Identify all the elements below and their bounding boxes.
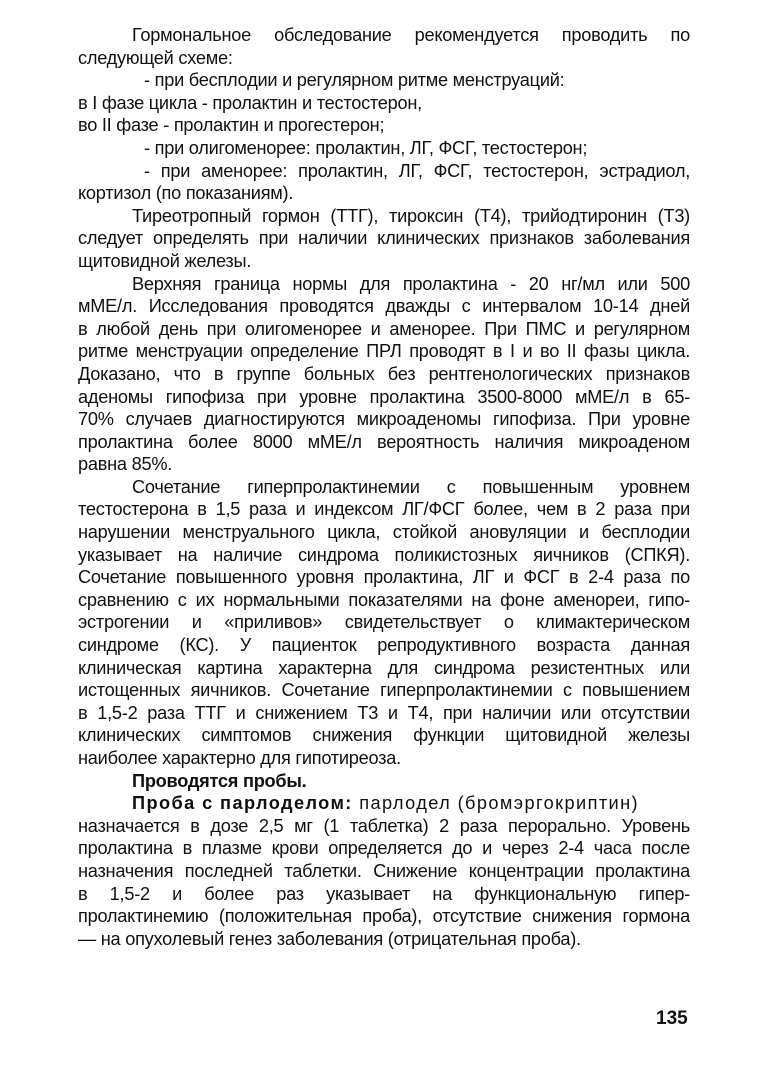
page-number: 135	[656, 1008, 688, 1029]
text-line: в любой день при олигоменорее и аменорее. При ПМС и регулярном	[78, 318, 690, 339]
text-line: мМЕ/л. Исследования проводятся дважды с интервалом 10-14 дней	[78, 296, 690, 317]
text-line: — на опухолевый генез заболевания (отрицательная проба).	[78, 928, 581, 949]
text-line: - при бесплодии и регулярном ритме менструаций:	[144, 70, 565, 91]
text-line: эстрогении и «приливов» свидетельствует о климактерическом	[78, 612, 690, 633]
text-line: пролактина в плазме крови определяется до и через 2-4 часа после	[78, 838, 690, 859]
text-line: указывает на наличие синдрома поликистозных яичников (СПКЯ).	[78, 544, 690, 565]
text-line: нарушении менструального цикла, стойкой ановуляции и бесплодии	[78, 522, 690, 543]
text-line: тестостерона в 1,5 раза и индексом ЛГ/ФСГ более, чем в 2 раза при	[78, 499, 690, 520]
text-line: Тиреотропный гормон (ТТГ), тироксин (Т4), трийодтиронин (Т3)	[132, 205, 690, 226]
text-line: в I фазе цикла - пролактин и тестостерон,	[78, 92, 422, 113]
text-line: клиническая картина характерна для синдрома резистентных или	[78, 657, 690, 678]
text-line: сравнению с их нормальными показателями на фоне аменореи, гипо-	[78, 589, 690, 610]
text-line: Гормональное обследование рекомендуется проводить по	[132, 25, 690, 45]
text-line: 70% случаев диагностируются микроаденомы гипофиза. При уровне	[78, 409, 690, 430]
text-line: щитовидной железы.	[78, 250, 252, 271]
text-line: - при олигоменорее: пролактин, ЛГ, ФСГ, тестостерон;	[144, 137, 588, 158]
text-line: назначения последней таблетки. Снижение концентрации пролактина	[78, 860, 690, 881]
text-line: равна 85%.	[78, 454, 173, 475]
test-description: парлодел (бромэргокриптин)	[352, 793, 640, 814]
text-line: ритме менструации определение ПРЛ проводят в I и во II фазы цикла.	[78, 341, 690, 362]
section-heading: Проводятся пробы.	[132, 770, 307, 791]
document-page	[78, 24, 690, 950]
text-line: аденомы гипофиза при уровне пролактина 3500-8000 мМЕ/л в 65-	[78, 386, 690, 407]
test-name: Проба с парлоделом:	[132, 793, 353, 814]
text-line: - при аменорее: пролактин, ЛГ, ФСГ, тестостерон, эстрадиол,	[144, 160, 690, 181]
text-line	[78, 792, 690, 815]
text-line: пролактина более 8000 мМЕ/л вероятность наличия микроаденом	[78, 431, 690, 452]
text-line: кортизол (по показаниям).	[78, 183, 294, 204]
text-line: синдроме (КС). У пациенток репродуктивного возраста данная	[78, 635, 690, 656]
text-line: клинических симптомов снижения функции щитовидной железы	[78, 725, 690, 746]
text-line: наиболее характерно для гипотиреоза.	[78, 748, 401, 768]
text-line: пролактинемию (положительная проба), отсутствие снижения гормона	[78, 906, 690, 927]
text-line: во II фазе - пролактин и прогестерон;	[78, 115, 385, 136]
text-line: Сочетание повышенного уровня пролактина, ЛГ и ФСГ в 2-4 раза по	[78, 567, 690, 588]
text-line: следующей схеме:	[78, 47, 233, 68]
text-line: Доказано, что в группе больных без рентгенологических признаков	[78, 363, 690, 384]
text-line: назначается в дозе 2,5 мг (1 таблетка) 2 раза перорально. Уровень	[78, 815, 690, 836]
text-line: в 1,5-2 раза ТТГ и снижением Т3 и Т4, при наличии или отсутствии	[78, 702, 690, 723]
text-line: истощенных яичников. Сочетание гиперпролактинемии с повышением	[78, 680, 690, 701]
text-line: Сочетание гиперпролактинемии с повышенным уровнем	[132, 476, 690, 497]
text-line: Верхняя граница нормы для пролактина - 20 нг/мл или 500	[132, 273, 690, 294]
text-line: следует определять при наличии клинических признаков заболевания	[78, 228, 690, 249]
text-line: в 1,5-2 и более раз указывает на функциональную гипер-	[78, 883, 690, 904]
